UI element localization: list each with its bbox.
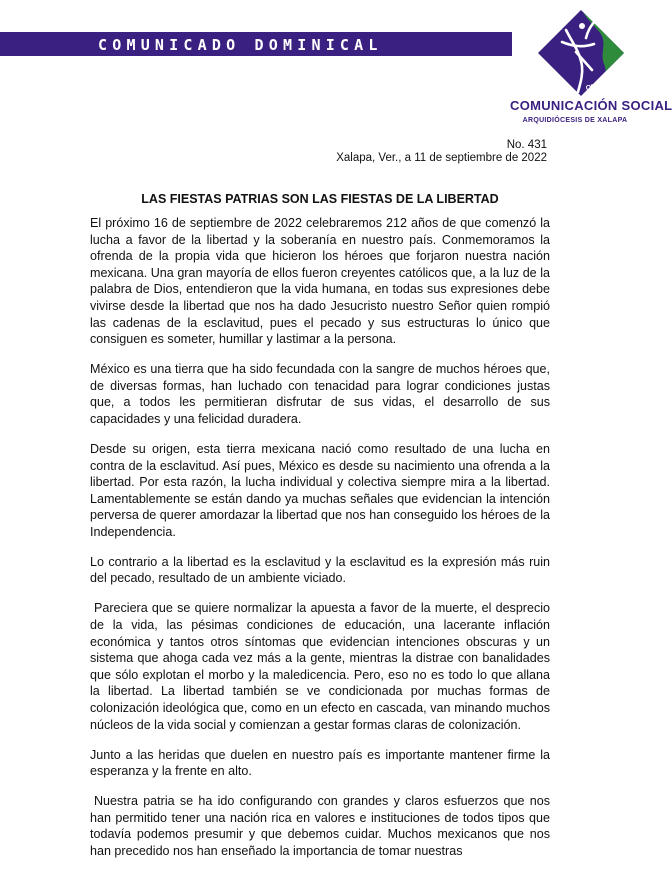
paragraph: Desde su origen, esta tierra mexicana nació como resultado de una lucha en contra de la esclavitud. Así pues, México es desde su nacimiento una ofrenda a la libertad. Por esta razón, la lucha individual y colectiva siempre mira a la libertad. Lamentablemente se están dando ya muchas señales que evidencian la intención perversa de querer amordazar la libertad que nos han conseguido los héroes de la Independencia.	[90, 441, 550, 539]
logo-arc-text: OFICINA DE	[585, 65, 619, 93]
paragraph: Lo contrario a la libertad es la esclavitud y la esclavitud es la expresión más ruin del pecado, resultado de un ambiente viciado.	[90, 554, 550, 586]
paragraph: El próximo 16 de septiembre de 2022 celebraremos 212 años de que comenzó la lucha a favor de la libertad y la soberanía en nuestro país. Conmemoramos la ofrenda de la propia vida que hicieron los héroes que forjaron nuestra nación mexicana. Una gran mayoría de ellos fueron creyentes católicos que, a la luz de la palabra de Dios, entendieron que la vida humana, en todas sus expresiones debe vivirse desde la libertad que nos ha dado Jesucristo nuestro Señor quien rompió las cadenas de la esclavitud, pues el pecado y sus estructuras lo único que consiguen es someter, humillar y lastimar a la persona.	[90, 216, 550, 347]
logo-title: COMUNICACIÓN SOCIAL	[510, 98, 672, 113]
logo-head	[579, 23, 585, 29]
paragraph: México es una tierra que ha sido fecundada con la sangre de muchos héroes que, de diversas formas, han luchado con tenacidad para lograr condiciones justas que, a todos les permitieran disfrutar de sus vidas, el desarrollo de sus capacidades y una felicidad duradera.	[90, 362, 550, 426]
paragraph: Pareciera que se quiere normalizar la apuesta a favor de la muerte, el desprecio de la vida, las pésimas condiciones de educación, una lacerante inflación económica y tantos otros síntomas que evidencian intenciones obscuras y un sistema que ahoga cada vez más a la gente, mientras la distrae con banalidades que sólo explotan el morbo y la maledicencia. Pero, eso no es todo lo que allana la libertad. La libertad también se ve condicionada por muchas formas de colonización ideológica que, como en un efecto en cascada, van minando muchos núcleos de la vida social y comienzan a gestar formas claras de colonización.	[90, 601, 550, 732]
document-title: LAS FIESTAS PATRIAS SON LAS FIESTAS DE LA LIBERTAD	[141, 192, 499, 206]
communique-number: No. 431	[506, 139, 547, 151]
logo-subtitle: ARQUIDIÓCESIS DE XALAPA	[522, 117, 628, 124]
paragraph: Nuestra patria se ha ido configurando con grandes y claros esfuerzos que nos han permitido tener una nación rica en valores e instituciones de todos tipos que todavía podemos presumir y que debemos cuidar. Muchos mexicanos que nos han precedido nos han enseñado la importancia de tomar nuestras	[90, 794, 550, 858]
paragraph: Junto a las heridas que duelen en nuestro país es importante mantener firme la esperanza y la frente en alto.	[90, 747, 550, 779]
communique-date: Xalapa, Ver., a 11 de septiembre de 2022	[336, 152, 547, 164]
document-body	[90, 215, 550, 873]
banner-title: COMUNICADO DOMINICAL	[98, 36, 383, 54]
logo-mark	[536, 8, 626, 98]
